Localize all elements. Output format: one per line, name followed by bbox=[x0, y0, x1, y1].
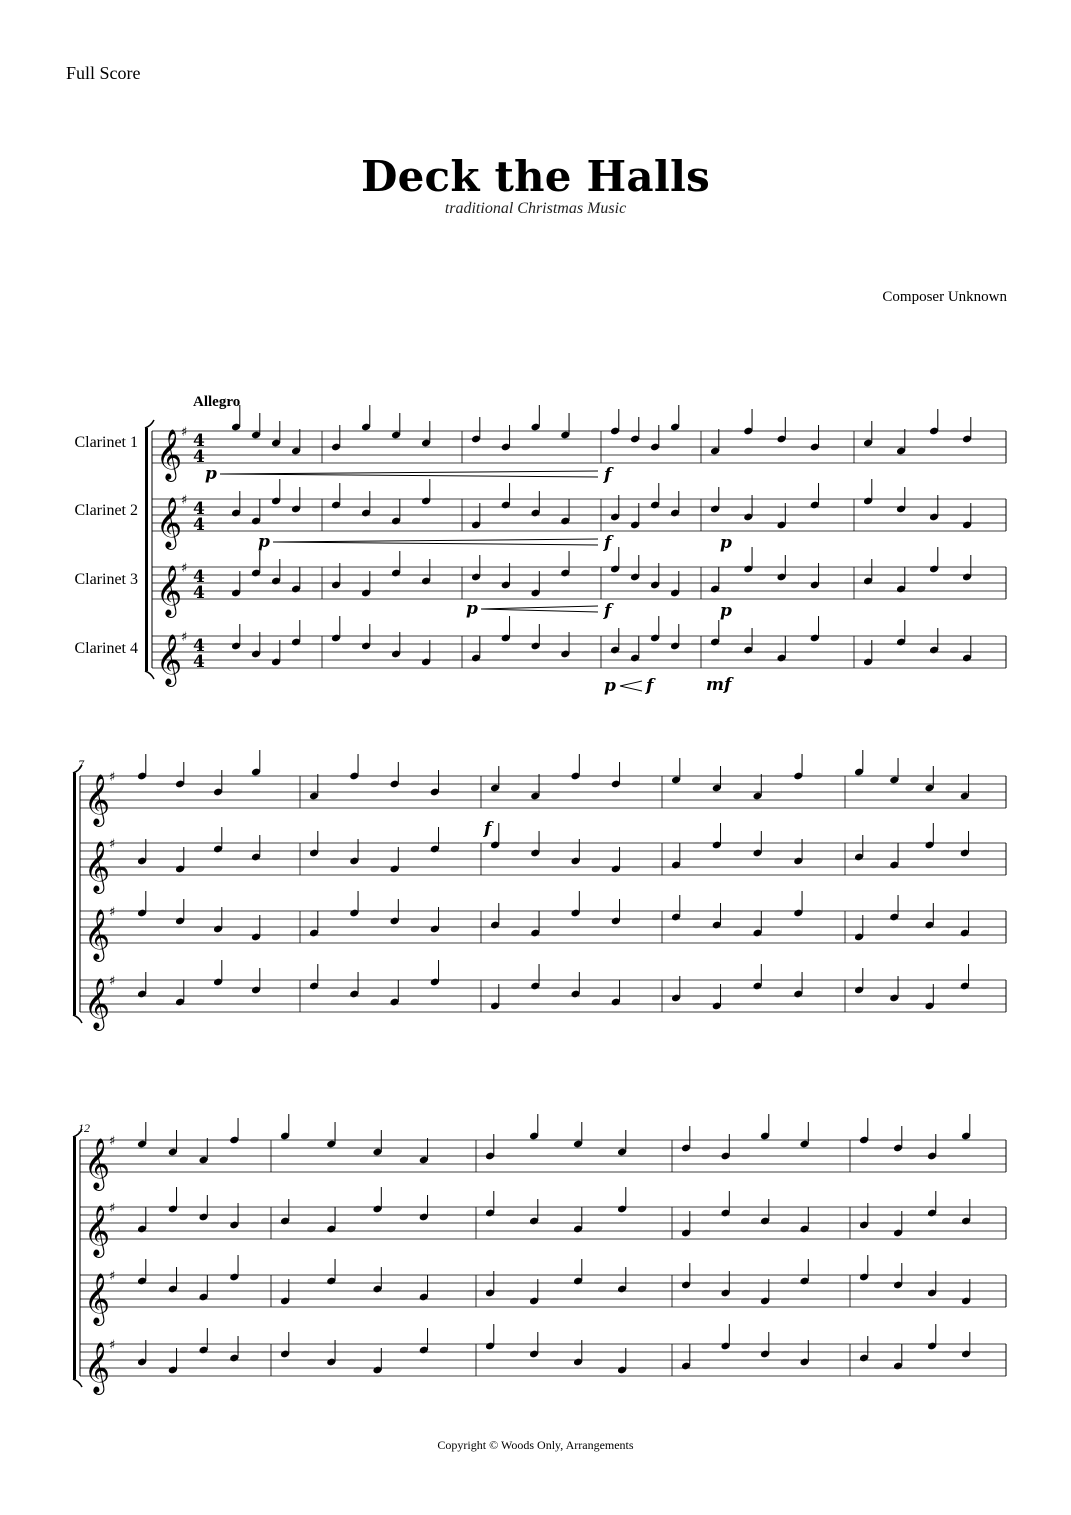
treble-clef-icon: 𝄞 bbox=[156, 634, 183, 685]
crescendo-hairpin bbox=[481, 606, 598, 609]
dynamic-marking: f bbox=[604, 465, 612, 485]
instrument-label-clarinet-3: Clarinet 3 bbox=[74, 571, 138, 588]
dynamic-marking: f bbox=[604, 601, 612, 621]
key-signature-sharp-icon: ♯ bbox=[181, 493, 188, 508]
treble-clef-icon: 𝄞 bbox=[84, 1273, 111, 1324]
score-type-label: Full Score bbox=[66, 63, 141, 83]
copyright-notice: Copyright © Woods Only, Arrangements bbox=[437, 1438, 634, 1452]
dynamic-marking: f bbox=[604, 533, 612, 553]
score-systems bbox=[73, 405, 1006, 1395]
treble-clef-icon: 𝄞 bbox=[84, 774, 111, 825]
dynamic-marking: p bbox=[258, 532, 270, 552]
time-signature-numerator: 4 bbox=[193, 431, 205, 451]
dynamic-marking: mf bbox=[706, 675, 732, 695]
staff-system bbox=[145, 405, 1006, 687]
dynamic-marking: p bbox=[720, 601, 732, 621]
bracket-hook bbox=[145, 420, 154, 428]
staff bbox=[80, 1324, 1006, 1395]
measure-number: 7 bbox=[78, 757, 84, 771]
piece-title: Deck the Halls bbox=[361, 152, 710, 201]
dynamic-marking: f bbox=[646, 676, 654, 696]
treble-clef-icon: 𝄞 bbox=[84, 1205, 111, 1256]
staff-system bbox=[73, 1114, 1006, 1395]
time-signature-denominator: 4 bbox=[193, 515, 205, 535]
staff bbox=[152, 405, 1006, 482]
crescendo-hairpin bbox=[620, 686, 642, 691]
key-signature-sharp-icon: ♯ bbox=[109, 905, 116, 920]
dynamic-marking: p bbox=[720, 533, 732, 553]
staff bbox=[80, 750, 1006, 827]
instrument-label-clarinet-4: Clarinet 4 bbox=[74, 640, 138, 657]
staff bbox=[80, 1255, 1006, 1326]
dynamic-marking: p bbox=[205, 464, 217, 484]
system-bracket bbox=[73, 773, 76, 1015]
crescendo-hairpin bbox=[620, 681, 642, 686]
dynamic-marking: p bbox=[466, 599, 478, 619]
time-signature-numerator: 4 bbox=[193, 499, 205, 519]
system-bracket bbox=[73, 1137, 76, 1379]
crescendo-hairpin bbox=[273, 539, 598, 542]
staff bbox=[80, 891, 1006, 962]
composer-credit: Composer Unknown bbox=[882, 289, 1007, 305]
staff bbox=[80, 1187, 1006, 1258]
treble-clef-icon: 𝄞 bbox=[84, 841, 111, 892]
staff bbox=[152, 616, 1006, 687]
time-signature-denominator: 4 bbox=[193, 652, 205, 672]
staff bbox=[80, 1114, 1006, 1191]
key-signature-sharp-icon: ♯ bbox=[181, 425, 188, 440]
treble-clef-icon: 𝄞 bbox=[156, 497, 183, 548]
crescendo-hairpin bbox=[220, 474, 598, 477]
measure-number: 12 bbox=[78, 1121, 90, 1135]
treble-clef-icon: 𝄞 bbox=[156, 429, 183, 480]
piece-subtitle: traditional Christmas Music bbox=[444, 200, 627, 217]
treble-clef-icon: 𝄞 bbox=[156, 565, 183, 616]
treble-clef-icon: 𝄞 bbox=[84, 909, 111, 960]
system-bracket bbox=[145, 428, 148, 671]
instrument-label-clarinet-1: Clarinet 1 bbox=[74, 434, 138, 451]
time-signature-numerator: 4 bbox=[193, 567, 205, 587]
bracket-hook bbox=[145, 671, 154, 679]
time-signature-denominator: 4 bbox=[193, 447, 205, 467]
key-signature-sharp-icon: ♯ bbox=[109, 1201, 116, 1216]
crescendo-hairpin bbox=[481, 609, 598, 612]
crescendo-hairpin bbox=[273, 542, 598, 545]
time-signature-numerator: 4 bbox=[193, 636, 205, 656]
key-signature-sharp-icon: ♯ bbox=[109, 974, 116, 989]
staff bbox=[80, 960, 1006, 1031]
treble-clef-icon: 𝄞 bbox=[84, 1138, 111, 1189]
key-signature-sharp-icon: ♯ bbox=[109, 770, 116, 785]
staff-system bbox=[73, 750, 1006, 1031]
crescendo-hairpin bbox=[220, 471, 598, 474]
staff bbox=[80, 823, 1006, 894]
instrument-label-clarinet-2: Clarinet 2 bbox=[74, 502, 138, 519]
treble-clef-icon: 𝄞 bbox=[84, 1342, 111, 1393]
dynamics-layer bbox=[205, 464, 734, 839]
dynamic-marking: p bbox=[604, 676, 616, 696]
tempo-marking: Allegro bbox=[193, 394, 241, 410]
key-signature-sharp-icon: ♯ bbox=[181, 561, 188, 576]
key-signature-sharp-icon: ♯ bbox=[109, 1134, 116, 1149]
staff bbox=[152, 547, 1006, 618]
time-signature-denominator: 4 bbox=[193, 583, 205, 603]
key-signature-sharp-icon: ♯ bbox=[109, 837, 116, 852]
key-signature-sharp-icon: ♯ bbox=[181, 630, 188, 645]
key-signature-sharp-icon: ♯ bbox=[109, 1269, 116, 1284]
dynamic-marking: f bbox=[484, 819, 492, 839]
bracket-hook bbox=[73, 1379, 82, 1387]
key-signature-sharp-icon: ♯ bbox=[109, 1338, 116, 1353]
bracket-hook bbox=[73, 1015, 82, 1023]
treble-clef-icon: 𝄞 bbox=[84, 978, 111, 1029]
